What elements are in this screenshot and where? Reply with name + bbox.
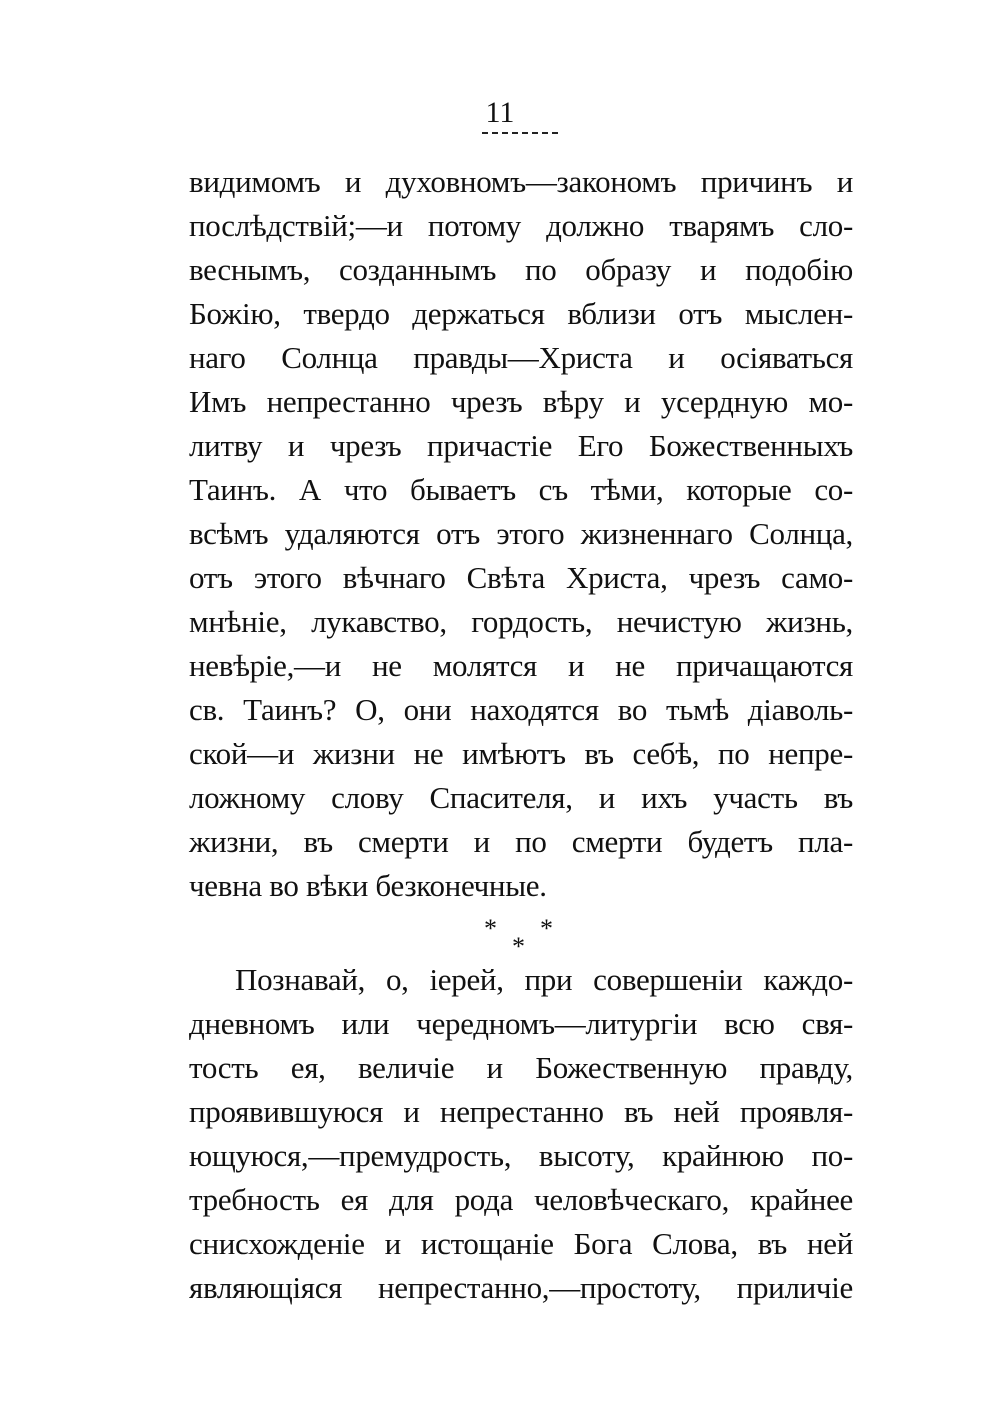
text-line: проявившуюся и непрестанно въ ней проявля- xyxy=(189,1094,853,1129)
text-line: ющуюся,—премудрость, высоту, крайнюю по- xyxy=(189,1138,853,1173)
text-line: веснымъ, созданнымъ по образу и подобію xyxy=(189,252,853,287)
text-line: св. Таинъ? О, они находятся во тьмѣ діаволь- xyxy=(189,692,853,727)
text-line: Таинъ. А что бываетъ съ тѣми, которые со- xyxy=(189,472,853,507)
text-line: невѣріе,—и не молятся и не причащаются xyxy=(189,648,853,683)
text-line: ской—и жизни не имѣютъ въ себѣ, по непре- xyxy=(189,736,853,771)
text-line: литву и чрезъ причастіе Его Божественныхъ xyxy=(189,428,853,463)
asterisk: * xyxy=(512,932,525,961)
text-line: ложному слову Спасителя, и ихъ участь въ xyxy=(189,780,853,815)
text-line: жизни, въ смерти и по смерти будетъ пла- xyxy=(189,824,853,859)
text-line: являющіяся непрестанно,—простоту, приличіе xyxy=(189,1270,853,1305)
text-line: тость ея, величіе и Божественную правду, xyxy=(189,1050,853,1085)
text-line: дневномъ или чередномъ—литургіи всю свя- xyxy=(189,1006,853,1041)
text-line: мнѣніе, лукавство, гордость, нечистую жизнь, xyxy=(189,604,853,639)
page-number-rule xyxy=(482,132,558,134)
text-line: послѣдствій;—и потому должно тварямъ сло- xyxy=(189,208,853,243)
text-line: всѣмъ удаляются отъ этого жизненнаго Солнца, xyxy=(189,516,853,551)
text-line: чевна во вѣки безконечные. xyxy=(189,868,547,903)
text-line: требность ея для рода человѣческаго, крайнее xyxy=(189,1182,853,1217)
text-line: снисхожденіе и истощаніе Бога Слова, въ ней xyxy=(189,1226,853,1261)
asterism-separator xyxy=(0,912,1000,961)
text-line: видимомъ и духовномъ—закономъ причинъ и xyxy=(189,164,853,199)
text-line: Познавай, о, іерей, при совершеніи каждо- xyxy=(235,962,853,997)
text-line: Имъ непрестанно чрезъ вѣру и усердную мо- xyxy=(189,384,853,419)
text-line: наго Солнца правды—Христа и осіяваться xyxy=(189,340,853,375)
text-line: Божію, твердо держаться вблизи отъ мыслен- xyxy=(189,296,853,331)
asterisk: * xyxy=(484,914,497,943)
page-number: 11 xyxy=(485,96,515,129)
text-line: отъ этого вѣчнаго Свѣта Христа, чрезъ само- xyxy=(189,560,853,595)
asterisk: * xyxy=(540,914,553,943)
